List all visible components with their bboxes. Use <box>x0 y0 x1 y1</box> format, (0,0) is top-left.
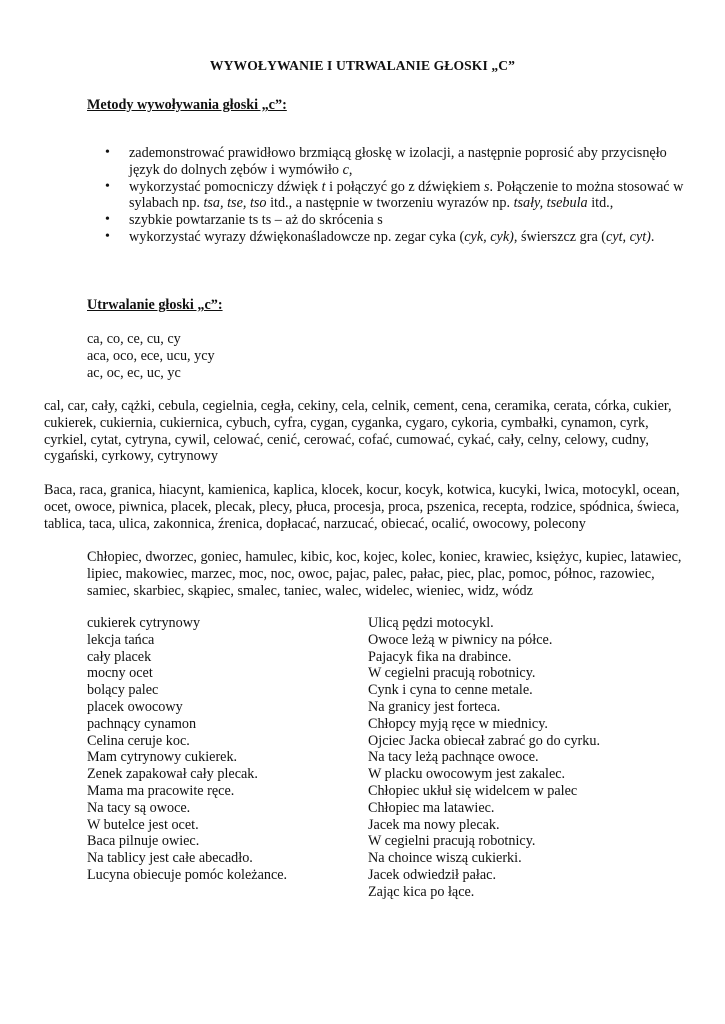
methods-list <box>87 145 689 246</box>
phrase-line: W butelce jest ocet. <box>87 816 199 833</box>
sentence-line: Chłopiec ukłuł się widelcem w palec <box>368 782 578 799</box>
italic-text: c <box>342 161 349 178</box>
sentence-line: Zając kica po łące. <box>368 883 475 900</box>
syllable-line: ac, oc, ec, uc, yc <box>87 364 181 381</box>
words-initial-paragraph: cal, car, cały, cążki, cebula, cegielnia, cegła, cekiny, cela, celnik, cement, cena, ceramika, cerata, córka, cukier, cukierek, cukiernia, cukiernica, cybuch, cyfra, cygan, cyganka, cygaro, cykoria, cymbałki, cynamon, cyrk, cyrkiel, cytat, cytryna, cywil, celować, cenić, cerować, cofać, cumować, cykać, cały, celny, celowy, cudny, cygański, cyrkowy, cytrynowy <box>44 398 672 465</box>
text-run: szybkie powtarzanie ts ts – aż do skrócenia s <box>129 212 383 229</box>
italic-text: tsa, tse, tso <box>203 195 267 212</box>
phrases-column <box>87 615 357 884</box>
fixing-heading: Utrwalanie głoski „c”: <box>87 297 223 313</box>
italic-text: cyt, cyt) <box>606 228 651 245</box>
method-item <box>129 229 689 246</box>
syllable-line: ca, co, ce, cu, cy <box>87 331 181 347</box>
phrase-line: Baca pilnuje owiec. <box>87 833 200 850</box>
method-item <box>129 212 689 229</box>
text-run: , świerszcz gra ( <box>513 228 607 245</box>
sentence-line: Ulicą pędzi motocykl. <box>368 615 494 631</box>
text-run: , <box>348 161 353 178</box>
phrase-line: cały placek <box>87 648 152 665</box>
text-run: zademonstrować prawidłowo brzmiącą głoskę w izolacji, a następnie poprosić aby przycisnęło język do dolnych zębów i wymówiło <box>129 145 667 178</box>
sentence-line: W cegielni pracują robotnicy. <box>368 833 536 850</box>
text-run: . <box>650 228 655 245</box>
italic-text: tsały, tsebula <box>513 195 588 212</box>
syllable-line: aca, oco, ece, ucu, ycy <box>87 347 215 364</box>
phrase-line: mocny ocet <box>87 665 153 682</box>
text-run: i połączyć go z dźwiękiem <box>325 178 484 195</box>
phrase-line: lekcja tańca <box>87 631 155 648</box>
phrase-line: pachnący cynamon <box>87 715 197 732</box>
sentence-line: W placku owocowym jest zakalec. <box>368 766 566 783</box>
phrase-line: Zenek zapakował cały plecak. <box>87 766 258 783</box>
phrase-line: placek owocowy <box>87 698 183 715</box>
method-item <box>129 145 689 179</box>
sentence-line: Jacek ma nowy plecak. <box>368 816 500 833</box>
italic-text: cyk, cyk) <box>464 228 514 245</box>
phrase-line: bolący palec <box>87 682 159 699</box>
italic-text: t <box>321 178 326 195</box>
method-item <box>129 179 689 213</box>
sentence-line: Pajacyk fika na drabince. <box>368 648 512 665</box>
text-run: . Połączenie to można stosować w sylabach np. <box>129 178 684 212</box>
sentence-line: Na tacy leżą pachnące owoce. <box>368 749 539 766</box>
sentence-line: Cynk i cyna to cenne metale. <box>368 682 533 699</box>
phrase-line: Celina ceruje koc. <box>87 732 190 749</box>
sentence-line: Na granicy jest forteca. <box>368 698 501 715</box>
words-final-paragraph: Chłopiec, dworzec, goniec, hamulec, kibic, koc, kojec, kolec, koniec, krawiec, księżyc, kupiec, latawiec, lipiec, makowiec, marzec, moc, noc, owoc, pajac, palec, pałac, piec, plac, pomoc, północ, razowiec, samiec, skarbiec, skąpiec, smalec, taniec, walec, widelec, wieniec, widz, wódz <box>87 549 682 599</box>
page-title: WYWOŁYWANIE I UTRWALANIE GŁOSKI „C” <box>209 58 516 73</box>
text-run: itd., a następnie w tworzeniu wyrazów np. <box>266 195 514 212</box>
sentence-line: W cegielni pracują robotnicy. <box>368 665 536 682</box>
text-run: wykorzystać pomocniczy dźwięk <box>129 178 322 195</box>
phrase-line: Mam cytrynowy cukierek. <box>87 749 238 766</box>
text-run: wykorzystać wyrazy dźwiękonaśladowcze np. zegar cyka ( <box>129 228 465 245</box>
phrase-line: Na tacy są owoce. <box>87 799 191 816</box>
sentence-line: Na choince wiszą cukierki. <box>368 850 522 867</box>
sentence-line: Ojciec Jacka obiecał zabrać go do cyrku. <box>368 732 601 749</box>
phrase-line: Na tablicy jest całe abecadło. <box>87 850 253 867</box>
words-medial-paragraph: Baca, raca, granica, hiacynt, kamienica, kaplica, klocek, kocur, kocyk, kotwica, kucyki, lwica, motocykl, ocean, ocet, owoce, piwnica, placek, plecak, plecy, płuca, procesja, proca, pszenica, recepta, rodzice, spódnica, świeca, tablica, taca, ulica, zakonnica, źrenica, dopłacać, narzucać, obiecać, ocalić, owocowy, polecony <box>44 482 680 532</box>
syllables-list <box>87 331 215 381</box>
sentence-line: Jacek odwiedził pałac. <box>368 866 497 883</box>
text-run: itd., <box>587 195 614 212</box>
italic-text: s <box>483 178 490 195</box>
sentences-column <box>368 615 688 901</box>
sentence-line: Chłopcy myją ręce w miednicy. <box>368 715 548 732</box>
phrase-line: Lucyna obiecuje pomóc koleżance. <box>87 866 288 883</box>
sentence-line: Owoce leżą w piwnicy na półce. <box>368 631 553 648</box>
phrase-line: Mama ma pracowite ręce. <box>87 782 235 799</box>
sentence-line: Chłopiec ma latawiec. <box>368 799 495 816</box>
methods-heading: Metody wywoływania głoski „c”: <box>87 97 287 113</box>
phrase-line: cukierek cytrynowy <box>87 615 201 631</box>
